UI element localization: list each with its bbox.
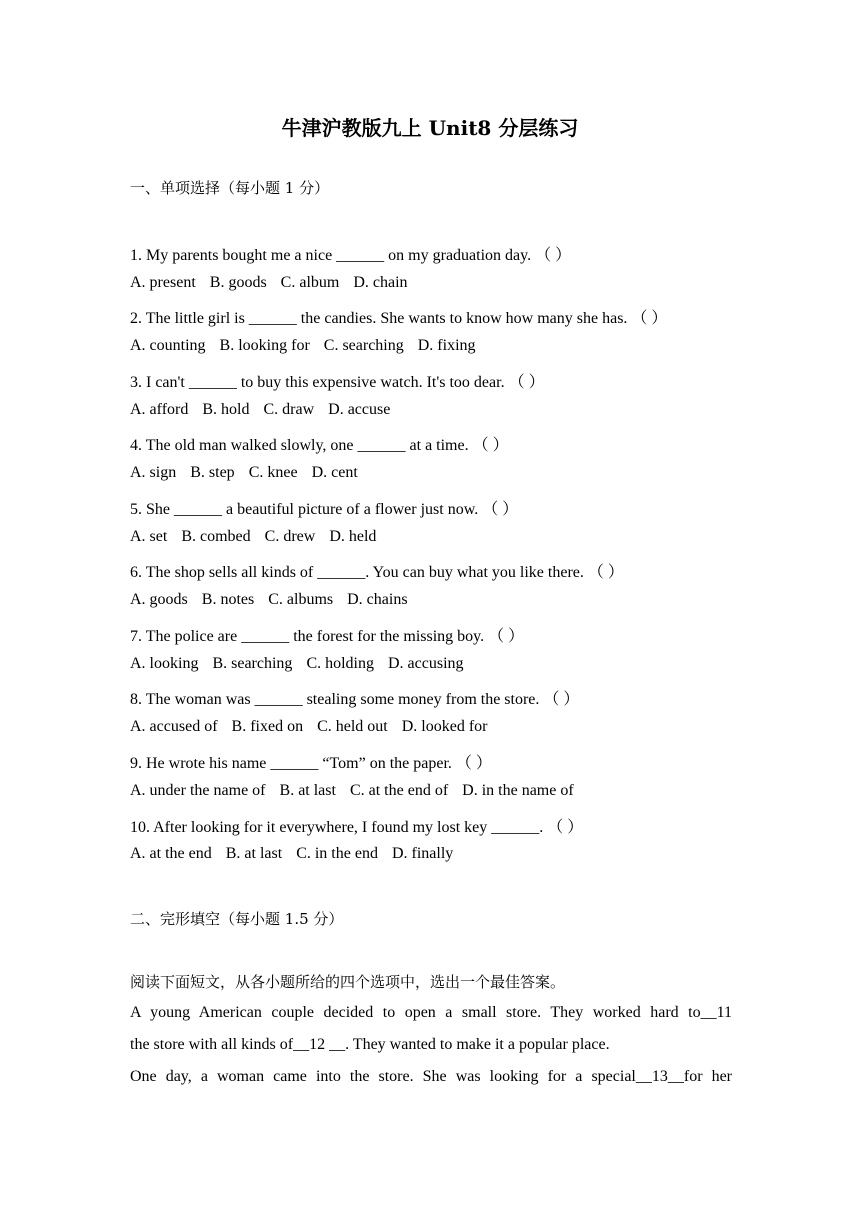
option-d: D. accuse [328, 401, 391, 418]
option-d: D. in the name of [462, 782, 574, 799]
question-4: 4. The old man walked slowly, one ______ at a time. （ ） [130, 437, 509, 454]
option-d: D. looked for [401, 718, 488, 735]
option-c: C. albums [268, 591, 334, 608]
option-a: A. accused of [130, 718, 218, 735]
option-a: A. looking [130, 655, 199, 672]
question-3-options [130, 401, 404, 419]
question-8-options [130, 718, 502, 736]
passage-line-3: One day, a woman came into the store. She was looking for a special__13__for her [130, 1068, 732, 1085]
question-8: 8. The woman was ______ stealing some money from the store. （ ） [130, 691, 580, 708]
option-b: B. step [190, 464, 235, 481]
option-d: D. held [329, 528, 377, 545]
option-c: C. at the end of [349, 782, 449, 799]
question-5: 5. She ______ a beautiful picture of a flower just now. （ ） [130, 501, 519, 518]
question-5-options [130, 528, 390, 546]
option-c: C. album [280, 274, 340, 291]
option-a: A. at the end [130, 845, 212, 862]
option-a: A. set [130, 528, 168, 545]
option-b: B. combed [181, 528, 251, 545]
question-1-options [130, 274, 422, 292]
option-d: D. fixing [417, 337, 476, 354]
option-a: A. counting [130, 337, 206, 354]
option-c: C. draw [263, 401, 315, 418]
section-heading-multiple-choice: 一、单项选择（每小题 1 分） [130, 179, 330, 197]
page-title: 牛津沪教版九上 Unit8 分层练习 [281, 116, 579, 140]
option-b: B. searching [212, 655, 293, 672]
option-a: A. goods [130, 591, 188, 608]
question-9-options [130, 782, 588, 800]
option-a: A. sign [130, 464, 177, 481]
question-7: 7. The police are ______ the forest for the missing boy. （ ） [130, 628, 525, 645]
question-1: 1. My parents bought me a nice ______ on my graduation day. （ ） [130, 247, 572, 264]
option-c: C. holding [306, 655, 374, 672]
option-b: B. goods [209, 274, 267, 291]
question-7-options [130, 655, 478, 673]
question-4-options [130, 464, 372, 482]
question-6: 6. The shop sells all kinds of ______. You can buy what you like there. （ ） [130, 564, 624, 581]
option-b: B. notes [201, 591, 255, 608]
option-d: D. chain [353, 274, 408, 291]
option-d: D. chains [347, 591, 408, 608]
question-2-options [130, 337, 490, 355]
option-d: D. finally [391, 845, 454, 862]
option-a: A. afford [130, 401, 189, 418]
option-c: C. in the end [296, 845, 378, 862]
option-d: D. cent [311, 464, 358, 481]
option-a: A. under the name of [130, 782, 266, 799]
option-c: C. held out [317, 718, 388, 735]
passage-line-1: A young American couple decided to open a small store. They worked hard to__11 [130, 1004, 732, 1021]
question-10-options [130, 845, 467, 863]
question-3: 3. I can't ______ to buy this expensive watch. It's too dear. （ ） [130, 374, 545, 391]
question-2: 2. The little girl is ______ the candies. She wants to know how many she has. （ ） [130, 310, 668, 327]
question-10: 10. After looking for it everywhere, I found my lost key ______. （ ） [130, 819, 584, 836]
option-c: C. drew [264, 528, 316, 545]
option-b: B. hold [202, 401, 250, 418]
option-b: B. at last [225, 845, 283, 862]
option-b: B. fixed on [231, 718, 304, 735]
option-d: D. accusing [388, 655, 464, 672]
option-b: B. looking for [219, 337, 310, 354]
option-c: C. searching [323, 337, 404, 354]
cloze-instruction: 阅读下面短文，从各小题所给的四个选项中，选出一个最佳答案。 [130, 973, 566, 991]
option-a: A. present [130, 274, 196, 291]
option-b: B. at last [279, 782, 336, 799]
passage-line-2: the store with all kinds of__12 __. They wanted to make it a popular place. [130, 1036, 610, 1053]
question-9: 9. He wrote his name ______ “Tom” on the paper. （ ） [130, 755, 492, 772]
question-6-options [130, 591, 422, 609]
section-heading-cloze: 二、完形填空（每小题 1.5 分） [130, 910, 344, 928]
option-c: C. knee [248, 464, 298, 481]
